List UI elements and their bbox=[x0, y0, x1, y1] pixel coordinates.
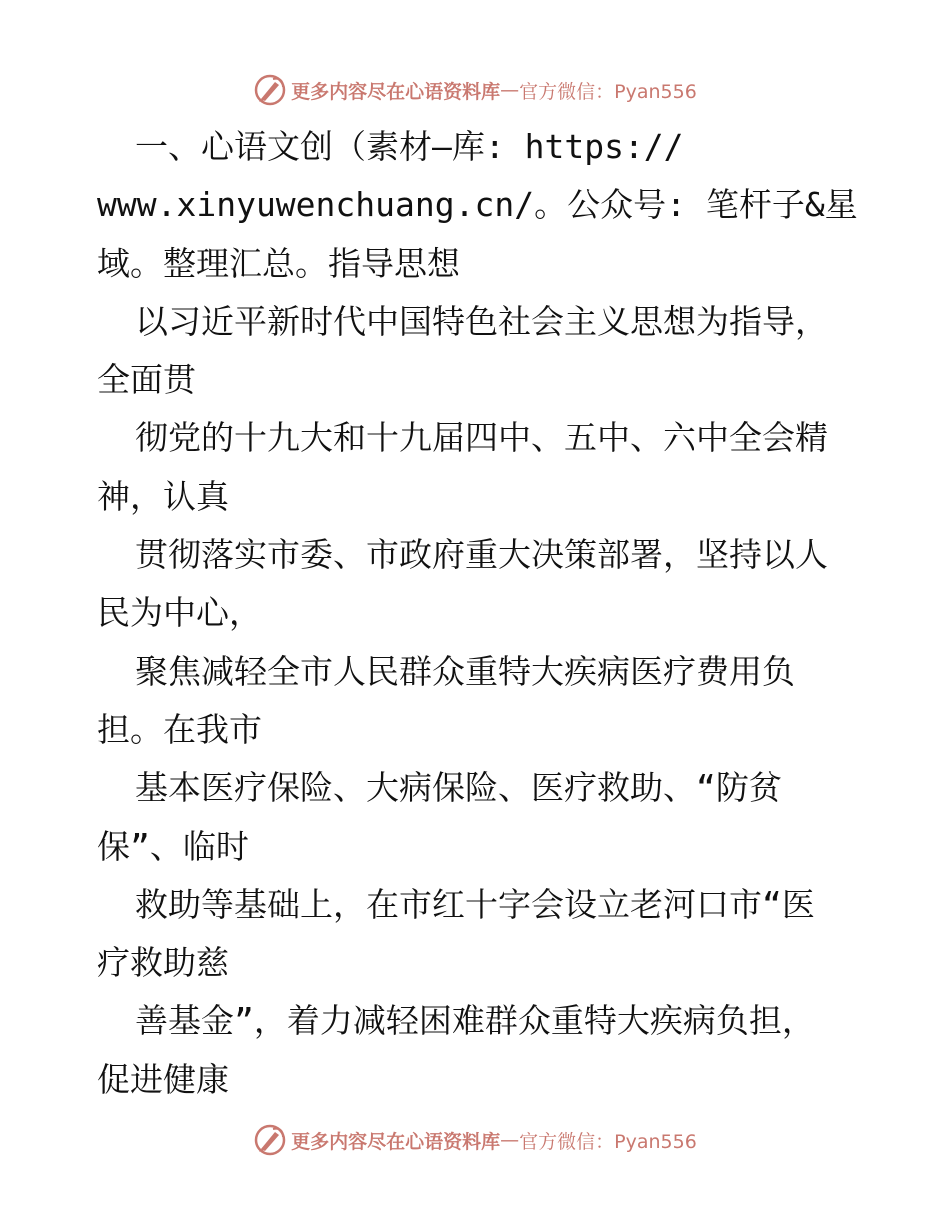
body-line: 全面贯 bbox=[97, 360, 196, 400]
body-line: 救助等基础上，在市红十字会设立老河口市“医 bbox=[135, 884, 815, 924]
body-line: 疗救助慈 bbox=[97, 943, 229, 983]
body-line: 促进健康 bbox=[97, 1059, 229, 1099]
document-body bbox=[97, 118, 867, 1109]
footer-watermark bbox=[0, 1120, 950, 1160]
watermark-brand: 更多内容尽在心语资料库 bbox=[291, 1130, 501, 1153]
body-line: 彻党的十九大和十九届四中、五中、六中全会精 bbox=[135, 418, 828, 458]
body-line: 保”、临时 bbox=[97, 826, 249, 866]
body-line: 域。整理汇总。指导思想 bbox=[97, 243, 460, 283]
body-line: 聚焦减轻全市人民群众重特大疾病医疗费用负 bbox=[135, 651, 795, 691]
watermark-wechat: 官方微信：Pyan556 bbox=[519, 80, 697, 103]
watermark-dash: — bbox=[500, 79, 520, 101]
body-line: www.xinyuwenchuang.cn/。公众号: 笔杆子&星 bbox=[97, 185, 858, 225]
watermark-wechat: 官方微信：Pyan556 bbox=[519, 1130, 697, 1153]
body-line: 以习近平新时代中国特色社会主义思想为指导， bbox=[135, 301, 828, 341]
body-line: 民为中心， bbox=[97, 593, 262, 633]
body-line: 担。在我市 bbox=[97, 709, 262, 749]
body-line: 基本医疗保险、大病保险、医疗救助、“防贫 bbox=[135, 768, 782, 808]
watermark-brand: 更多内容尽在心语资料库 bbox=[291, 80, 501, 103]
body-line: 神，认真 bbox=[97, 476, 229, 516]
quill-pen-logo-icon bbox=[253, 1123, 287, 1157]
quill-pen-logo-icon bbox=[253, 73, 287, 107]
body-line: 贯彻落实市委、市政府重大决策部署，坚持以人 bbox=[135, 535, 828, 575]
header-watermark bbox=[0, 70, 950, 110]
watermark-dash: — bbox=[500, 1129, 520, 1151]
body-line: 一、心语文创（素材—库: https:// bbox=[135, 127, 684, 166]
body-line: 善基金”，着力减轻困难群众重特大疾病负担， bbox=[135, 1001, 815, 1041]
